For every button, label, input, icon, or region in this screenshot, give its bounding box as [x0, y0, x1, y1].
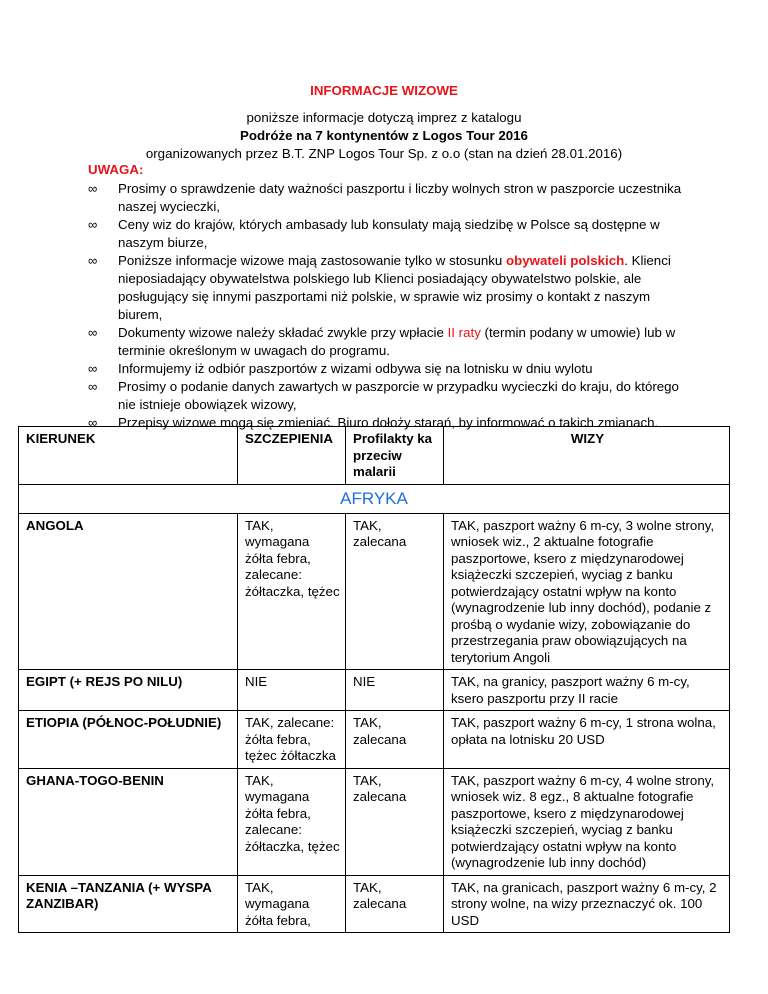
table-header-row	[19, 427, 730, 485]
bullet-icon: ∞	[88, 361, 98, 376]
bullet-icon: ∞	[88, 181, 98, 196]
table-row	[19, 768, 730, 875]
visa-table	[18, 426, 730, 933]
cell-kierunek: EGIPT (+ REJS PO NILU)	[19, 670, 238, 711]
section-row	[19, 484, 730, 513]
highlight-raty: II raty	[447, 325, 481, 340]
cell-kierunek: ANGOLA	[19, 513, 238, 670]
table-row	[19, 711, 730, 769]
cell-wizy: TAK, na granicach, paszport ważny 6 m-cy, 2 strony wolne, na wizy przeznaczyć ok. 100 USD	[444, 875, 730, 933]
table-row	[19, 513, 730, 670]
list-item: ∞ Prosimy o sprawdzenie daty ważności paszportu i liczby wolnych stron w paszporcie uczestnika naszej wycieczki,	[88, 181, 682, 214]
header-malaria: Profilakty ka przeciw malarii	[346, 427, 444, 485]
cell-szczepienia: TAK, wymagana żółta febra, zalecane: żółtaczka, tężec	[238, 768, 346, 875]
header-szczepienia: SZCZEPIENIA	[238, 427, 346, 485]
bullet-icon: ∞	[88, 253, 98, 268]
cell-kierunek: GHANA-TOGO-BENIN	[19, 768, 238, 875]
list-item: ∞ Prosimy o podanie danych zawartych w paszporcie w przypadku wycieczki do kraju, do którego nie istnieje obowiązek wizowy,	[88, 379, 679, 412]
cell-kierunek: ETIOPIA (PÓŁNOC-POŁUDNIE)	[19, 711, 238, 769]
list-item: ∞ Dokumenty wizowe należy składać zwykle przy wpłacie II raty (termin podany w umowie) lub w terminie określonym w uwagach do programu.	[88, 325, 676, 358]
section-afryka: AFRYKA	[19, 484, 730, 513]
cell-malaria: TAK, zalecana	[346, 875, 444, 933]
cell-kierunek: KENIA –TANZANIA (+ WYSPA ZANZIBAR)	[19, 875, 238, 933]
uwaga-heading: UWAGA:	[88, 162, 144, 177]
list-item: ∞ Ceny wiz do krajów, których ambasady lub konsulaty mają siedzibę w Polsce są dostępne w naszym biurze,	[88, 217, 660, 250]
cell-malaria: TAK, zalecana	[346, 711, 444, 769]
bullet-icon: ∞	[88, 217, 98, 232]
highlight-obywateli: obywateli polskich	[506, 253, 625, 268]
cell-szczepienia: TAK, wymagana żółta febra,	[238, 875, 346, 933]
bullet-icon: ∞	[88, 325, 98, 340]
list-item: ∞ Przepisy wizowe mogą się zmieniać. Biuro dołoży starań, by informować o takich zmianach.	[88, 415, 659, 430]
cell-szczepienia: TAK, wymagana żółta febra, zalecane: żółtaczka, tężec	[238, 513, 346, 670]
cell-wizy: TAK, paszport ważny 6 m-cy, 3 wolne strony, wniosek wiz., 2 aktualne fotografie paszportowe, ksero z międzynarodowej książeczki szczepień, wyciag z banku potwierdzający ostatni wpływ na konto (wynagrodzenie lub inny dochód), podanie z prośbą o wydanie wizy, zobowiązanie do przestrzegania praw obowiązujących na terytorium Angoli	[444, 513, 730, 670]
list-item: ∞ Poniższe informacje wizowe mają zastosowanie tylko w stosunku obywateli polskich. Klienci nieposiadający obywatelstwa polskiego lub Klienci posiadający obywatelstwo polskie, ale posługujący się innymi paszportami niż polskie, w sprawie wiz prosimy o kontakt z naszym biurem,	[88, 253, 671, 322]
bullet-icon: ∞	[88, 379, 98, 394]
cell-malaria: TAK, zalecana	[346, 768, 444, 875]
header-wizy: WIZY	[444, 427, 730, 485]
cell-szczepienia: NIE	[238, 670, 346, 711]
intro-line-1: poniższe informacje dotyczą imprez z katalogu	[246, 110, 522, 125]
list-item: ∞ Informujemy iż odbiór paszportów z wizami odbywa się na lotnisku w dniu wylotu	[88, 361, 593, 376]
cell-malaria: TAK, zalecana	[346, 513, 444, 670]
cell-wizy: TAK, na granicy, paszport ważny 6 m-cy, ksero paszportu przy II racie	[444, 670, 730, 711]
notes-list	[88, 180, 698, 432]
cell-malaria: NIE	[346, 670, 444, 711]
header-kierunek: KIERUNEK	[19, 427, 238, 485]
cell-wizy: TAK, paszport ważny 6 m-cy, 4 wolne strony, wniosek wiz. 8 egz., 8 aktualne fotografie paszportowe, ksero z międzynarodowej książeczki szczepień, wyciag z banku potwierdzający ostatni wpływ na konto (wynagrodzenie lub inny dochód)	[444, 768, 730, 875]
table-row	[19, 875, 730, 933]
catalog-title: Podróże na 7 kontynentów z Logos Tour 2016	[240, 128, 528, 143]
page-title: INFORMACJE WIZOWE	[310, 83, 458, 98]
bullet-icon: ∞	[88, 415, 98, 430]
table-row	[19, 670, 730, 711]
intro-organizer: organizowanych przez B.T. ZNP Logos Tour Sp. z o.o (stan na dzień 28.01.2016)	[145, 146, 623, 161]
cell-szczepienia: TAK, zalecane: żółta febra, tężec żółtaczka	[238, 711, 346, 769]
cell-wizy: TAK, paszport ważny 6 m-cy, 1 strona wolna, opłata na lotnisku 20 USD	[444, 711, 730, 769]
